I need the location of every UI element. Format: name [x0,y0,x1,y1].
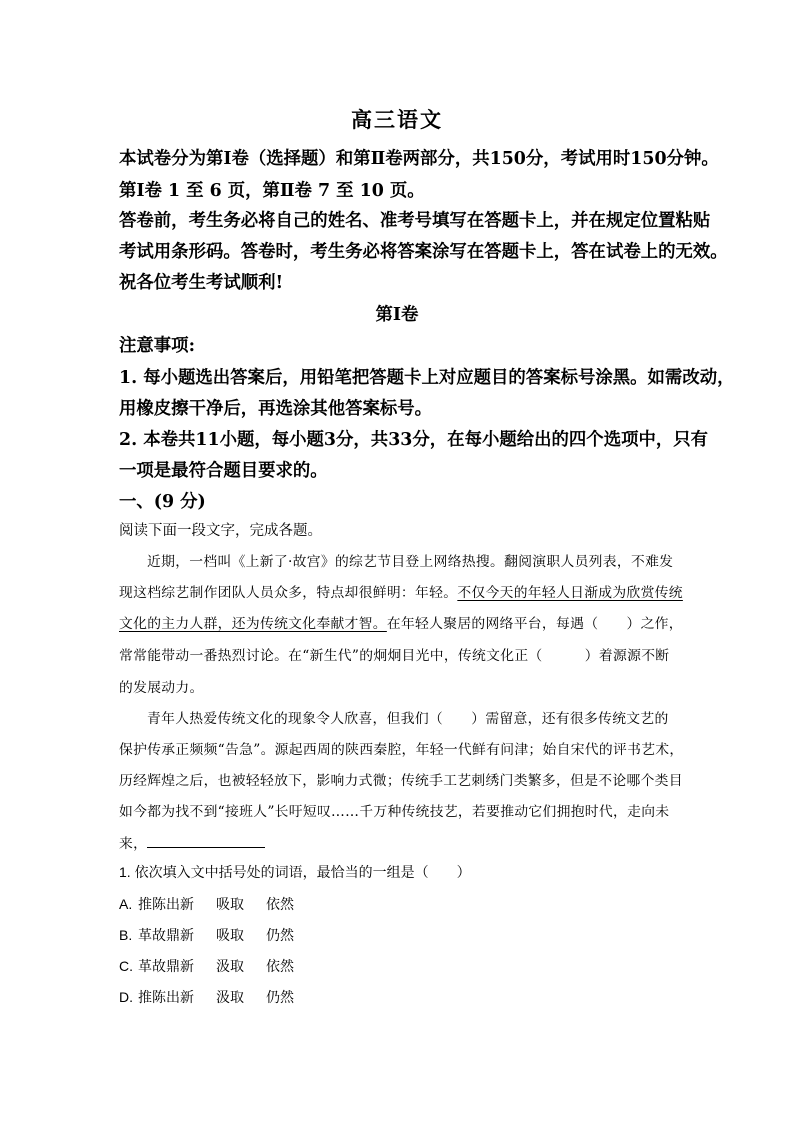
option-b [119,925,689,945]
option-word-2: 汲取 [216,989,244,1005]
underlined-sentence: 不仅今天的年轻人日渐成为欣赏传统 [457,585,683,601]
passage-p1-line-3 [119,612,689,632]
question-stem: 1. 依次填入文中括号处的词语，最恰当的一组是（ ） [119,864,471,880]
passage-p2-line-1: 青年人热爱传统文化的现象令人欣喜，但我们（ ）需留意，还有很多传统文艺的 [147,711,669,727]
option-word-2: 汲取 [216,958,244,974]
intro-line-3: 答卷前，考生务必将自己的姓名、准考号填写在答题卡上，并在规定位置粘贴 [119,211,711,231]
underlined-sentence: 文化的主力人群，还为传统文化奉献才智。 [119,616,387,632]
option-word-2: 吸取 [216,927,244,943]
passage-p2-line-3: 历经辉煌之后，也被轻轻放下，影响力式微；传统手工艺刺绣门类繁多，但是不论哪个类目 [119,773,683,789]
passage-p2-line-5 [119,832,689,852]
option-word-2: 吸取 [216,896,244,912]
option-word-1: 推陈出新 [138,896,194,912]
intro-line-2: 第Ⅰ卷 1 至 6 页，第Ⅱ卷 7 至 10 页。 [119,181,425,201]
passage-p1-line-1: 近期，一档叫《上新了·故宫》的综艺节目登上网络热搜。翻阅演职人员列表，不难发 [147,554,674,570]
page-title: 高三语文 [351,107,443,132]
passage-text: 现这档综艺制作团队人员众多，特点却很鲜明：年轻。 [119,585,458,601]
answer-blank [147,835,265,848]
option-word-1: 革故鼎新 [138,958,194,974]
section-title: 第Ⅰ卷 [375,305,419,325]
option-word-3: 依然 [266,958,294,974]
option-d [119,987,689,1007]
option-c [119,956,689,976]
passage-p2-line-4: 如今都为找不到“接班人”长吁短叹……千万种传统技艺，若要推动它们拥抱时代，走向未 [119,804,670,820]
option-label: C. [119,958,133,974]
option-a [119,894,689,914]
passage-text: 在年轻人聚居的网络平台，每遇（ ）之作， [386,616,683,632]
option-label: D. [119,989,133,1005]
option-word-1: 推陈出新 [138,989,194,1005]
note-1-line-2: 用橡皮擦干净后，再选涂其他答案标号。 [119,399,433,419]
passage-text: 来， [119,836,148,852]
intro-line-1: 本试卷分为第Ⅰ卷（选择题）和第Ⅱ卷两部分，共150分，考试用时150分钟。 [119,149,719,169]
note-2-line-2: 一项是最符合题目要求的。 [119,461,328,481]
intro-line-5: 祝各位考生考试顺利! [119,273,284,293]
passage-p1-line-4: 常常能带动一番热烈讨论。在“新生代”的炯炯目光中，传统文化正（ ）着源源不断 [119,648,670,664]
passage-p1-line-5: 的发展动力。 [119,680,204,696]
note-1-line-1: 1. 每小题选出答案后，用铅笔把答题卡上对应题目的答案标号涂黑。如需改动， [119,368,735,388]
part-heading: 一、(9 分) [119,492,206,512]
option-word-3: 仍然 [266,989,294,1005]
option-word-1: 革故鼎新 [138,927,194,943]
passage-p1-line-2 [119,581,689,601]
part-instruction: 阅读下面一段文字，完成各题。 [119,523,322,539]
passage-p2-line-2: 保护传承正频频“告急”。源起西周的陕西秦腔，年轻一代鲜有问津；始自宋代的评书艺术， [119,742,684,758]
intro-line-4: 考试用条形码。答卷时，考生务必将答案涂写在答题卡上，答在试卷上的无效。 [119,242,728,262]
notes-heading: 注意事项: [119,336,195,356]
option-label: A. [119,896,133,912]
option-word-3: 仍然 [266,927,294,943]
note-2-line-1: 2. 本卷共11小题，每小题3分，共33分，在每小题给出的四个选项中，只有 [119,430,709,450]
option-word-3: 依然 [266,896,294,912]
option-label: B. [119,927,133,943]
